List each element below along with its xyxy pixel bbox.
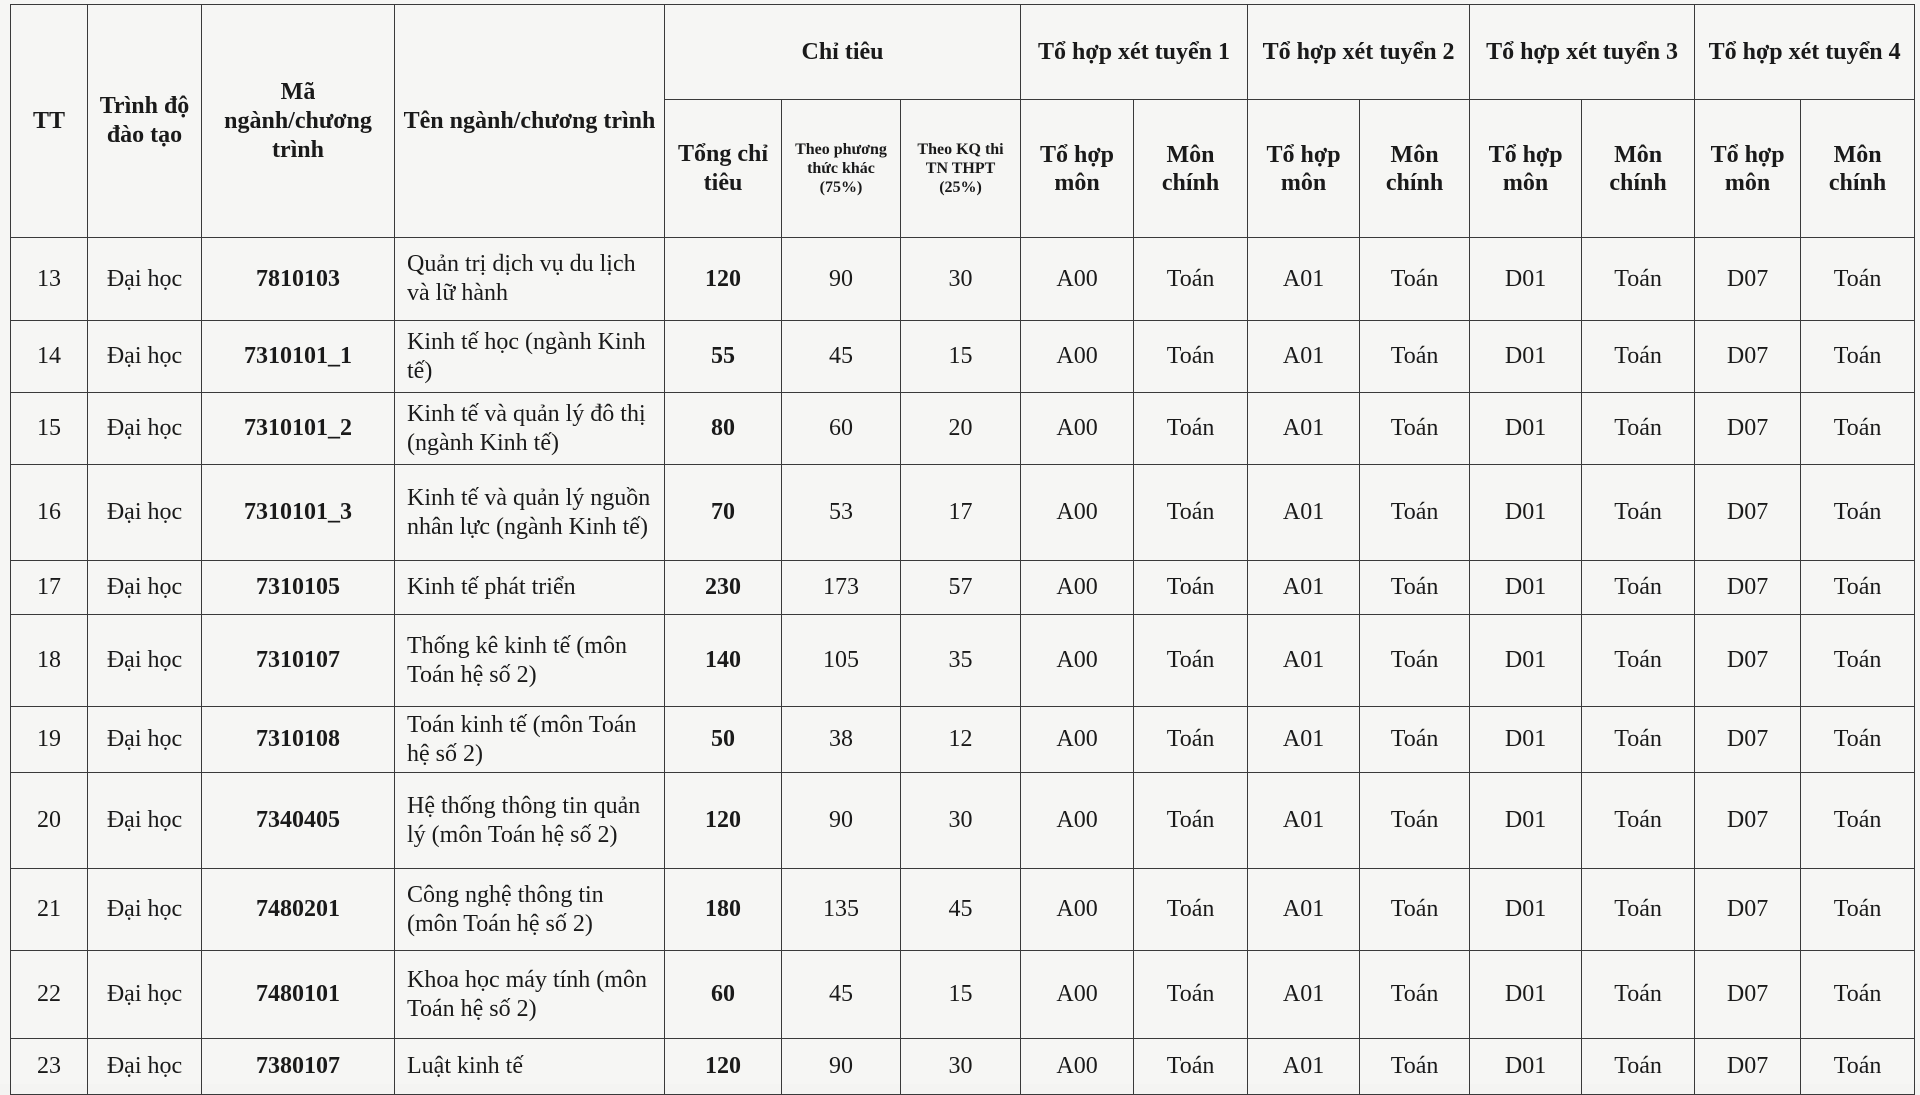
row-to-hop-mon-2: A01: [1248, 465, 1360, 561]
header-ten-nganh: Tên ngành/chương trình: [395, 5, 665, 238]
row-mon-chinh-4: Toán: [1801, 707, 1915, 773]
row-to-hop-mon-2: A01: [1248, 951, 1360, 1039]
row-theo-phuong-thuc-khac: 60: [782, 393, 901, 465]
row-mon-chinh-4: Toán: [1801, 615, 1915, 707]
row-to-hop-mon-4: D07: [1695, 615, 1801, 707]
header-to-hop-4: Tổ hợp xét tuyển 4: [1695, 5, 1915, 100]
row-theo-kq-thpt: 30: [901, 238, 1021, 321]
row-mon-chinh-2: Toán: [1360, 951, 1470, 1039]
row-to-hop-mon-3: D01: [1470, 465, 1582, 561]
header-tong-chi-tieu: Tổng chỉ tiêu: [665, 100, 782, 238]
row-to-hop-mon-3: D01: [1470, 321, 1582, 393]
row-mon-chinh-2: Toán: [1360, 773, 1470, 869]
row-mon-chinh-4: Toán: [1801, 1039, 1915, 1095]
row-mon-chinh-2: Toán: [1360, 869, 1470, 951]
row-theo-kq-thpt: 30: [901, 1039, 1021, 1095]
header-mon-chinh-3: Môn chính: [1582, 100, 1695, 238]
row-mon-chinh-1: Toán: [1134, 321, 1248, 393]
row-trinh-do: Đại học: [88, 615, 202, 707]
row-to-hop-mon-2: A01: [1248, 615, 1360, 707]
row-ma-nganh: 7310101_3: [202, 465, 395, 561]
row-to-hop-mon-3: D01: [1470, 393, 1582, 465]
row-mon-chinh-4: Toán: [1801, 869, 1915, 951]
row-tt: 14: [11, 321, 88, 393]
row-tong-chi-tieu: 180: [665, 869, 782, 951]
row-mon-chinh-3: Toán: [1582, 615, 1695, 707]
row-mon-chinh-3: Toán: [1582, 561, 1695, 615]
row-to-hop-mon-1: A00: [1021, 561, 1134, 615]
table-row: [11, 615, 1915, 707]
row-to-hop-mon-3: D01: [1470, 707, 1582, 773]
row-mon-chinh-1: Toán: [1134, 773, 1248, 869]
table-row: [11, 465, 1915, 561]
row-mon-chinh-3: Toán: [1582, 773, 1695, 869]
row-mon-chinh-2: Toán: [1360, 615, 1470, 707]
row-tt: 20: [11, 773, 88, 869]
row-mon-chinh-4: Toán: [1801, 773, 1915, 869]
header-to-hop-mon-4: Tổ hợp môn: [1695, 100, 1801, 238]
row-ten-nganh: Công nghệ thông tin (môn Toán hệ số 2): [395, 869, 665, 951]
row-tong-chi-tieu: 60: [665, 951, 782, 1039]
row-theo-kq-thpt: 35: [901, 615, 1021, 707]
row-to-hop-mon-1: A00: [1021, 615, 1134, 707]
row-theo-kq-thpt: 45: [901, 869, 1021, 951]
row-tt: 15: [11, 393, 88, 465]
row-theo-phuong-thuc-khac: 38: [782, 707, 901, 773]
row-mon-chinh-1: Toán: [1134, 561, 1248, 615]
row-to-hop-mon-2: A01: [1248, 561, 1360, 615]
header-theo-kq-thpt: Theo KQ thi TN THPT (25%): [901, 100, 1021, 238]
row-to-hop-mon-2: A01: [1248, 393, 1360, 465]
row-tong-chi-tieu: 140: [665, 615, 782, 707]
row-mon-chinh-1: Toán: [1134, 869, 1248, 951]
row-mon-chinh-3: Toán: [1582, 321, 1695, 393]
row-mon-chinh-1: Toán: [1134, 393, 1248, 465]
header-to-hop-1: Tổ hợp xét tuyển 1: [1021, 5, 1248, 100]
row-mon-chinh-3: Toán: [1582, 393, 1695, 465]
row-mon-chinh-3: Toán: [1582, 869, 1695, 951]
row-to-hop-mon-4: D07: [1695, 951, 1801, 1039]
row-mon-chinh-2: Toán: [1360, 707, 1470, 773]
row-theo-kq-thpt: 57: [901, 561, 1021, 615]
row-to-hop-mon-3: D01: [1470, 773, 1582, 869]
row-mon-chinh-4: Toán: [1801, 951, 1915, 1039]
row-mon-chinh-2: Toán: [1360, 561, 1470, 615]
row-mon-chinh-4: Toán: [1801, 465, 1915, 561]
row-to-hop-mon-1: A00: [1021, 707, 1134, 773]
row-to-hop-mon-4: D07: [1695, 321, 1801, 393]
row-trinh-do: Đại học: [88, 393, 202, 465]
row-ma-nganh: 7310107: [202, 615, 395, 707]
header-trinh-do: Trình độ đào tạo: [88, 5, 202, 238]
header-mon-chinh-1: Môn chính: [1134, 100, 1248, 238]
row-mon-chinh-2: Toán: [1360, 238, 1470, 321]
row-tt: 13: [11, 238, 88, 321]
table-body: [11, 238, 1915, 1095]
row-ten-nganh: Quản trị dịch vụ du lịch và lữ hành: [395, 238, 665, 321]
row-theo-kq-thpt: 17: [901, 465, 1021, 561]
row-theo-kq-thpt: 30: [901, 773, 1021, 869]
row-tt: 19: [11, 707, 88, 773]
row-to-hop-mon-1: A00: [1021, 773, 1134, 869]
row-to-hop-mon-4: D07: [1695, 238, 1801, 321]
row-theo-phuong-thuc-khac: 90: [782, 238, 901, 321]
header-theo-phuong-thuc-khac: Theo phương thức khác (75%): [782, 100, 901, 238]
admission-quota-table: [10, 4, 1915, 1095]
header-ma-nganh: Mã ngành/chương trình: [202, 5, 395, 238]
row-ma-nganh: 7810103: [202, 238, 395, 321]
header-mon-chinh-2: Môn chính: [1360, 100, 1470, 238]
row-mon-chinh-2: Toán: [1360, 465, 1470, 561]
row-theo-kq-thpt: 20: [901, 393, 1021, 465]
row-to-hop-mon-4: D07: [1695, 773, 1801, 869]
table-header: [11, 5, 1915, 238]
row-ten-nganh: Kinh tế phát triển: [395, 561, 665, 615]
table-row: [11, 951, 1915, 1039]
row-trinh-do: Đại học: [88, 869, 202, 951]
row-mon-chinh-1: Toán: [1134, 615, 1248, 707]
row-theo-phuong-thuc-khac: 135: [782, 869, 901, 951]
row-mon-chinh-4: Toán: [1801, 393, 1915, 465]
row-ten-nganh: Thống kê kinh tế (môn Toán hệ số 2): [395, 615, 665, 707]
row-mon-chinh-3: Toán: [1582, 238, 1695, 321]
row-ten-nganh: Khoa học máy tính (môn Toán hệ số 2): [395, 951, 665, 1039]
row-to-hop-mon-1: A00: [1021, 869, 1134, 951]
row-ten-nganh: Luật kinh tế: [395, 1039, 665, 1095]
header-to-hop-3: Tổ hợp xét tuyển 3: [1470, 5, 1695, 100]
header-chi-tieu: Chỉ tiêu: [665, 5, 1021, 100]
row-ten-nganh: Hệ thống thông tin quản lý (môn Toán hệ số 2): [395, 773, 665, 869]
row-theo-phuong-thuc-khac: 173: [782, 561, 901, 615]
row-trinh-do: Đại học: [88, 465, 202, 561]
row-trinh-do: Đại học: [88, 238, 202, 321]
row-tong-chi-tieu: 120: [665, 238, 782, 321]
row-ma-nganh: 7310101_1: [202, 321, 395, 393]
row-tong-chi-tieu: 70: [665, 465, 782, 561]
row-ten-nganh: Kinh tế và quản lý đô thị (ngành Kinh tế): [395, 393, 665, 465]
row-tong-chi-tieu: 55: [665, 321, 782, 393]
row-to-hop-mon-1: A00: [1021, 465, 1134, 561]
row-to-hop-mon-3: D01: [1470, 869, 1582, 951]
row-to-hop-mon-1: A00: [1021, 951, 1134, 1039]
row-theo-kq-thpt: 12: [901, 707, 1021, 773]
row-mon-chinh-4: Toán: [1801, 561, 1915, 615]
row-tt: 18: [11, 615, 88, 707]
table-row: [11, 321, 1915, 393]
row-ma-nganh: 7480101: [202, 951, 395, 1039]
row-trinh-do: Đại học: [88, 707, 202, 773]
row-mon-chinh-3: Toán: [1582, 465, 1695, 561]
row-mon-chinh-2: Toán: [1360, 1039, 1470, 1095]
row-mon-chinh-2: Toán: [1360, 321, 1470, 393]
row-ten-nganh: Kinh tế và quản lý nguồn nhân lực (ngành Kinh tế): [395, 465, 665, 561]
row-to-hop-mon-4: D07: [1695, 465, 1801, 561]
row-to-hop-mon-3: D01: [1470, 238, 1582, 321]
table-row: [11, 869, 1915, 951]
row-tt: 17: [11, 561, 88, 615]
row-trinh-do: Đại học: [88, 1039, 202, 1095]
row-to-hop-mon-4: D07: [1695, 393, 1801, 465]
row-mon-chinh-1: Toán: [1134, 951, 1248, 1039]
row-mon-chinh-4: Toán: [1801, 321, 1915, 393]
row-theo-kq-thpt: 15: [901, 321, 1021, 393]
row-theo-phuong-thuc-khac: 45: [782, 321, 901, 393]
row-to-hop-mon-2: A01: [1248, 707, 1360, 773]
row-to-hop-mon-1: A00: [1021, 238, 1134, 321]
row-to-hop-mon-3: D01: [1470, 1039, 1582, 1095]
row-mon-chinh-3: Toán: [1582, 1039, 1695, 1095]
row-trinh-do: Đại học: [88, 561, 202, 615]
row-ten-nganh: Kinh tế học (ngành Kinh tế): [395, 321, 665, 393]
table-row: [11, 1039, 1915, 1095]
row-ma-nganh: 7340405: [202, 773, 395, 869]
row-trinh-do: Đại học: [88, 951, 202, 1039]
table-row: [11, 393, 1915, 465]
row-ma-nganh: 7310101_2: [202, 393, 395, 465]
row-tt: 16: [11, 465, 88, 561]
header-to-hop-2: Tổ hợp xét tuyển 2: [1248, 5, 1470, 100]
row-theo-phuong-thuc-khac: 105: [782, 615, 901, 707]
row-to-hop-mon-3: D01: [1470, 615, 1582, 707]
row-to-hop-mon-1: A00: [1021, 393, 1134, 465]
row-tt: 21: [11, 869, 88, 951]
row-mon-chinh-1: Toán: [1134, 238, 1248, 321]
row-ma-nganh: 7380107: [202, 1039, 395, 1095]
row-to-hop-mon-2: A01: [1248, 869, 1360, 951]
row-mon-chinh-1: Toán: [1134, 707, 1248, 773]
row-ma-nganh: 7310108: [202, 707, 395, 773]
table-row: [11, 561, 1915, 615]
row-to-hop-mon-4: D07: [1695, 561, 1801, 615]
row-to-hop-mon-2: A01: [1248, 238, 1360, 321]
row-to-hop-mon-1: A00: [1021, 321, 1134, 393]
row-tong-chi-tieu: 120: [665, 773, 782, 869]
row-theo-kq-thpt: 15: [901, 951, 1021, 1039]
row-to-hop-mon-3: D01: [1470, 951, 1582, 1039]
header-mon-chinh-4: Môn chính: [1801, 100, 1915, 238]
row-ten-nganh: Toán kinh tế (môn Toán hệ số 2): [395, 707, 665, 773]
row-theo-phuong-thuc-khac: 45: [782, 951, 901, 1039]
row-trinh-do: Đại học: [88, 321, 202, 393]
row-tong-chi-tieu: 50: [665, 707, 782, 773]
row-mon-chinh-3: Toán: [1582, 707, 1695, 773]
row-mon-chinh-4: Toán: [1801, 238, 1915, 321]
row-mon-chinh-2: Toán: [1360, 393, 1470, 465]
row-mon-chinh-1: Toán: [1134, 465, 1248, 561]
row-theo-phuong-thuc-khac: 90: [782, 773, 901, 869]
row-trinh-do: Đại học: [88, 773, 202, 869]
row-to-hop-mon-2: A01: [1248, 1039, 1360, 1095]
row-to-hop-mon-2: A01: [1248, 321, 1360, 393]
row-tt: 23: [11, 1039, 88, 1095]
row-to-hop-mon-3: D01: [1470, 561, 1582, 615]
row-tt: 22: [11, 951, 88, 1039]
table-row: [11, 707, 1915, 773]
row-theo-phuong-thuc-khac: 53: [782, 465, 901, 561]
row-ma-nganh: 7480201: [202, 869, 395, 951]
row-to-hop-mon-1: A00: [1021, 1039, 1134, 1095]
header-to-hop-mon-3: Tổ hợp môn: [1470, 100, 1582, 238]
row-tong-chi-tieu: 120: [665, 1039, 782, 1095]
row-tong-chi-tieu: 80: [665, 393, 782, 465]
row-to-hop-mon-2: A01: [1248, 773, 1360, 869]
row-to-hop-mon-4: D07: [1695, 869, 1801, 951]
table-row: [11, 773, 1915, 869]
header-tt: TT: [11, 5, 88, 238]
row-mon-chinh-3: Toán: [1582, 951, 1695, 1039]
row-theo-phuong-thuc-khac: 90: [782, 1039, 901, 1095]
table-row: [11, 238, 1915, 321]
header-to-hop-mon-2: Tổ hợp môn: [1248, 100, 1360, 238]
row-to-hop-mon-4: D07: [1695, 707, 1801, 773]
row-tong-chi-tieu: 230: [665, 561, 782, 615]
row-ma-nganh: 7310105: [202, 561, 395, 615]
header-to-hop-mon-1: Tổ hợp môn: [1021, 100, 1134, 238]
row-to-hop-mon-4: D07: [1695, 1039, 1801, 1095]
row-mon-chinh-1: Toán: [1134, 1039, 1248, 1095]
